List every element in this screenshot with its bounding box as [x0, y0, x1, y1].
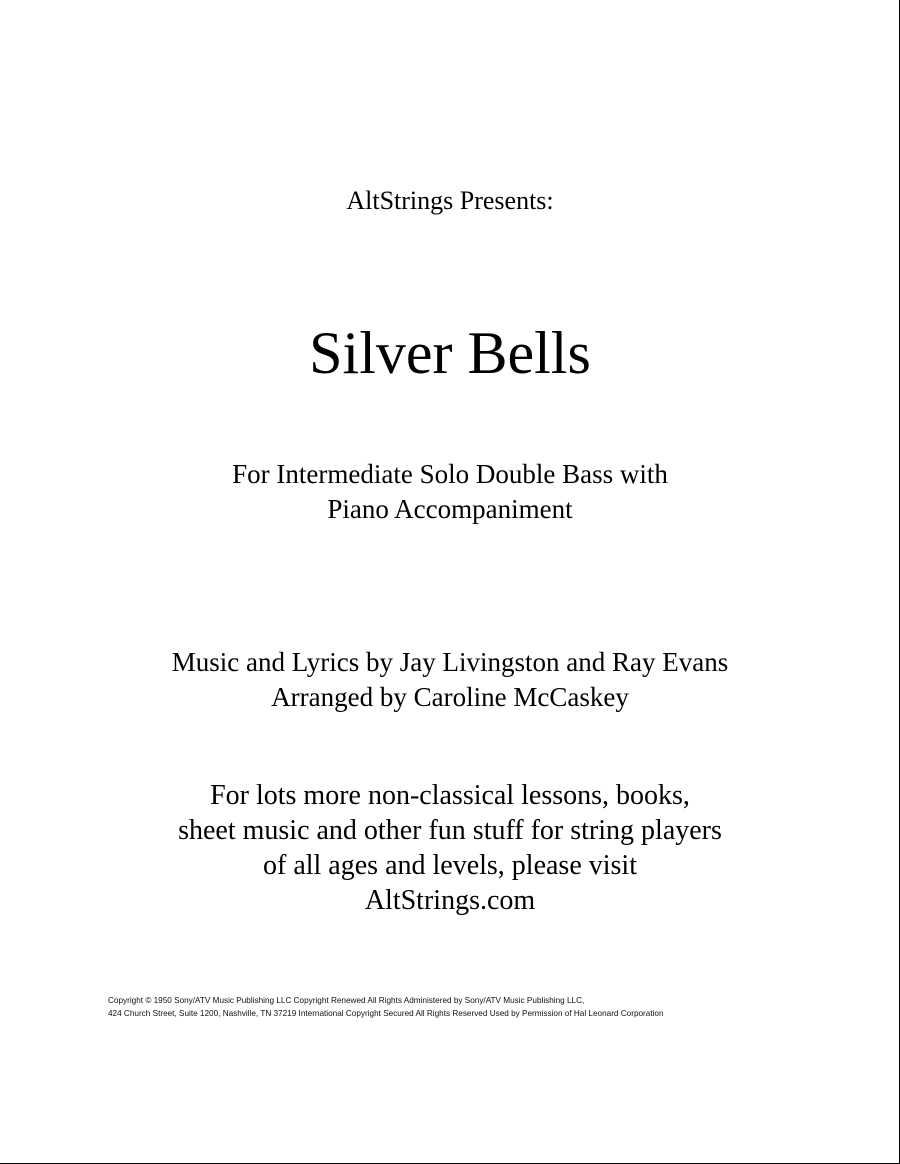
page-title: Silver Bells [309, 320, 591, 386]
credits-composers: Music and Lyrics by Jay Livingston and Ray Evans [171, 647, 729, 677]
promo-line-2: sheet music and other fun stuff for string players [178, 815, 722, 846]
promo-line-3: of all ages and levels, please visit [263, 850, 637, 881]
promo-website: AltStrings.com [364, 885, 536, 916]
subtitle-line-2: Piano Accompaniment [327, 494, 573, 524]
credits-arranger: Arranged by Caroline McCaskey [271, 682, 629, 712]
subtitle-line-1: For Intermediate Solo Double Bass with [232, 459, 668, 489]
copyright-line-2: 424 Church Street, Suite 1200, Nashville, TN 37219 International Copyright Secured All Rights Reserved Used by Permission of Hal Leonard Corporation [108, 1009, 664, 1018]
copyright-notice [108, 994, 868, 1020]
presents-heading: AltStrings Presents: [346, 186, 554, 215]
promo-line-1: For lots more non-classical lessons, books, [210, 780, 690, 811]
copyright-line-1: Copyright © 1950 Sony/ATV Music Publishing LLC Copyright Renewed All Rights Administered by Sony/ATV Music Publishing LLC, [108, 996, 585, 1005]
